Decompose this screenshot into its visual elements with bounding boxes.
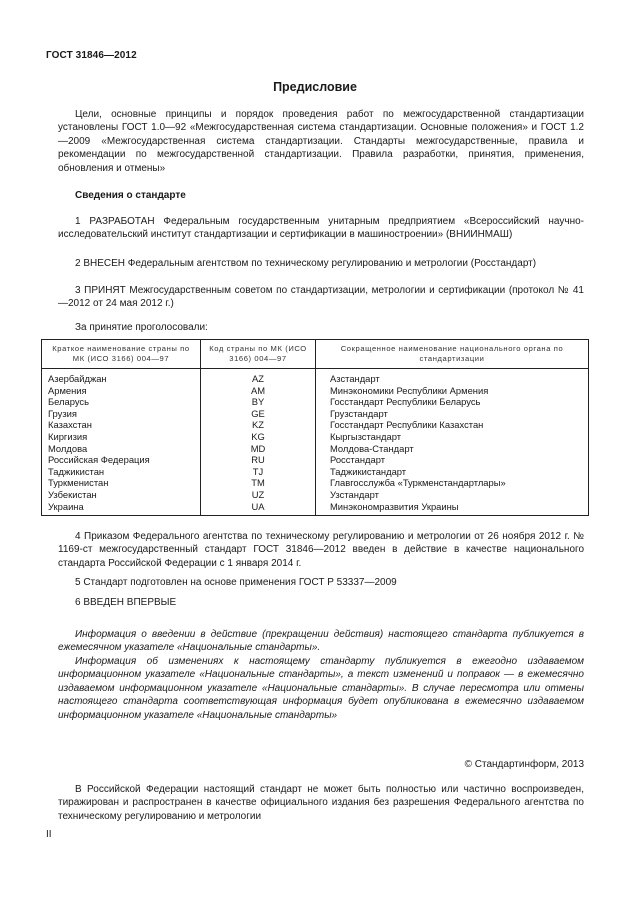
voting-table — [41, 339, 589, 516]
section-subtitle: Сведения о стандарте — [75, 190, 186, 201]
cell-body: Кыргызстандарт — [316, 431, 589, 443]
cell-body: Узстандарт — [316, 489, 589, 501]
item-6: 6 ВВЕДЕН ВПЕРВЫЕ — [75, 597, 177, 608]
cell-code: BY — [201, 396, 316, 408]
cell-code: RU — [201, 454, 316, 466]
table-header-row — [42, 340, 589, 369]
table-row — [42, 369, 589, 385]
cell-body: Молдова-Стандарт — [316, 443, 589, 455]
table-row — [42, 419, 589, 431]
item-3: 3 ПРИНЯТ Межгосударственным советом по стандартизации, метрологии и сертификации (протокол № 41—2012 от 24 мая 2012 г.) — [58, 285, 584, 310]
vote-label: За принятие проголосовали: — [75, 322, 208, 333]
cell-country: Туркменистан — [42, 477, 201, 489]
table-row — [42, 385, 589, 397]
cell-code: KZ — [201, 419, 316, 431]
page-number: II — [46, 829, 52, 840]
cell-country: Азербайджан — [42, 369, 201, 385]
cell-country: Казахстан — [42, 419, 201, 431]
table-row — [42, 408, 589, 420]
table-row — [42, 489, 589, 501]
table-row — [42, 443, 589, 455]
cell-country: Грузия — [42, 408, 201, 420]
cell-code: AM — [201, 385, 316, 397]
note-changes: Информация об изменениях к настоящему стандарту публикуется в ежегодно издаваемом информационном указателе «Национальные стандарты», а текст изменений и поправок — в ежемесячно издаваемом информационном указателе «Национальные стандарты». В случае пересмотра или отмены настоящего стандарта соответствующая информация будет опубликована в ежемесячно издаваемом информационном указателе «Национальные стандарты» — [58, 656, 584, 721]
cell-code: UA — [201, 501, 316, 516]
header-body: Сокращенное наименование национального органа по стандартизации — [316, 340, 589, 369]
cell-country: Армения — [42, 385, 201, 397]
cell-body: Госстандарт Республики Казахстан — [316, 419, 589, 431]
cell-country: Украина — [42, 501, 201, 516]
table-row — [42, 501, 589, 516]
intro-paragraph: Цели, основные принципы и порядок проведения работ по межгосударственной стандартизации установлены ГОСТ 1.0—92 «Межгосударственная система стандартизации. Основные положения» и ГОСТ 1.2—2009 «Межгосударственная система стандартизации. Стандарты межгосударственные, правила и рекомендации по межгосударственной стандартизации. Правила разработки, принятия, применения, обновления и отмены» — [58, 109, 584, 174]
cell-code: UZ — [201, 489, 316, 501]
cell-body: Минэкономики Республики Армения — [316, 385, 589, 397]
cell-code: KG — [201, 431, 316, 443]
table-row — [42, 466, 589, 478]
header-code: Код страны по МК (ИСО 3166) 004—97 — [201, 340, 316, 369]
cell-country: Беларусь — [42, 396, 201, 408]
cell-country: Киргизия — [42, 431, 201, 443]
table-row — [42, 431, 589, 443]
note-publication: Информация о введении в действие (прекращении действия) настоящего стандарта публикуется в ежемесячном указателе «Национальные стандарты». — [58, 629, 584, 654]
item-5: 5 Стандарт подготовлен на основе применения ГОСТ Р 53337—2009 — [75, 577, 397, 588]
table-row — [42, 477, 589, 489]
table-row — [42, 454, 589, 466]
cell-code: AZ — [201, 369, 316, 385]
cell-code: GE — [201, 408, 316, 420]
doc-number: ГОСТ 31846—2012 — [46, 50, 137, 61]
item-2: 2 ВНЕСЕН Федеральным агентством по техническому регулированию и метрологии (Росстандарт) — [75, 258, 537, 269]
cell-country: Узбекистан — [42, 489, 201, 501]
item-1: 1 РАЗРАБОТАН Федеральным государственным унитарным предприятием «Всероссийский научно-исследовательский институт стандартизации и сертификации в машиностроении» (ВНИИНМАШ) — [58, 216, 584, 241]
cell-country: Российская Федерация — [42, 454, 201, 466]
rights-paragraph: В Российской Федерации настоящий стандарт не может быть полностью или частично воспроизведен, тиражирован и распространен в качестве официального издания без разрешения Федерального агентства по техническому регулированию и метрологии — [58, 784, 584, 822]
cell-body: Грузстандарт — [316, 408, 589, 420]
table-row — [42, 396, 589, 408]
cell-body: Госстандарт Республики Беларусь — [316, 396, 589, 408]
cell-code: TJ — [201, 466, 316, 478]
page-title: Предисловие — [273, 80, 357, 94]
cell-code: MD — [201, 443, 316, 455]
header-country: Краткое наименование страны по МК (ИСО 3166) 004—97 — [42, 340, 201, 369]
cell-body: Таджикистандарт — [316, 466, 589, 478]
cell-country: Молдова — [42, 443, 201, 455]
cell-body: Минэкономразвития Украины — [316, 501, 589, 516]
cell-body: Главгосслужба «Туркменстандартлары» — [316, 477, 589, 489]
cell-body: Росстандарт — [316, 454, 589, 466]
copyright: © Стандартинформ, 2013 — [464, 759, 584, 770]
cell-country: Таджикистан — [42, 466, 201, 478]
item-4: 4 Приказом Федерального агентства по техническому регулированию и метрологии от 26 ноября 2012 г. № 1169-ст межгосударственный стандарт ГОСТ 31846—2012 введен в действие в качестве национального стандарта Российской Федерации с 1 января 2014 г. — [58, 531, 584, 569]
cell-code: TM — [201, 477, 316, 489]
cell-body: Азстандарт — [316, 369, 589, 385]
